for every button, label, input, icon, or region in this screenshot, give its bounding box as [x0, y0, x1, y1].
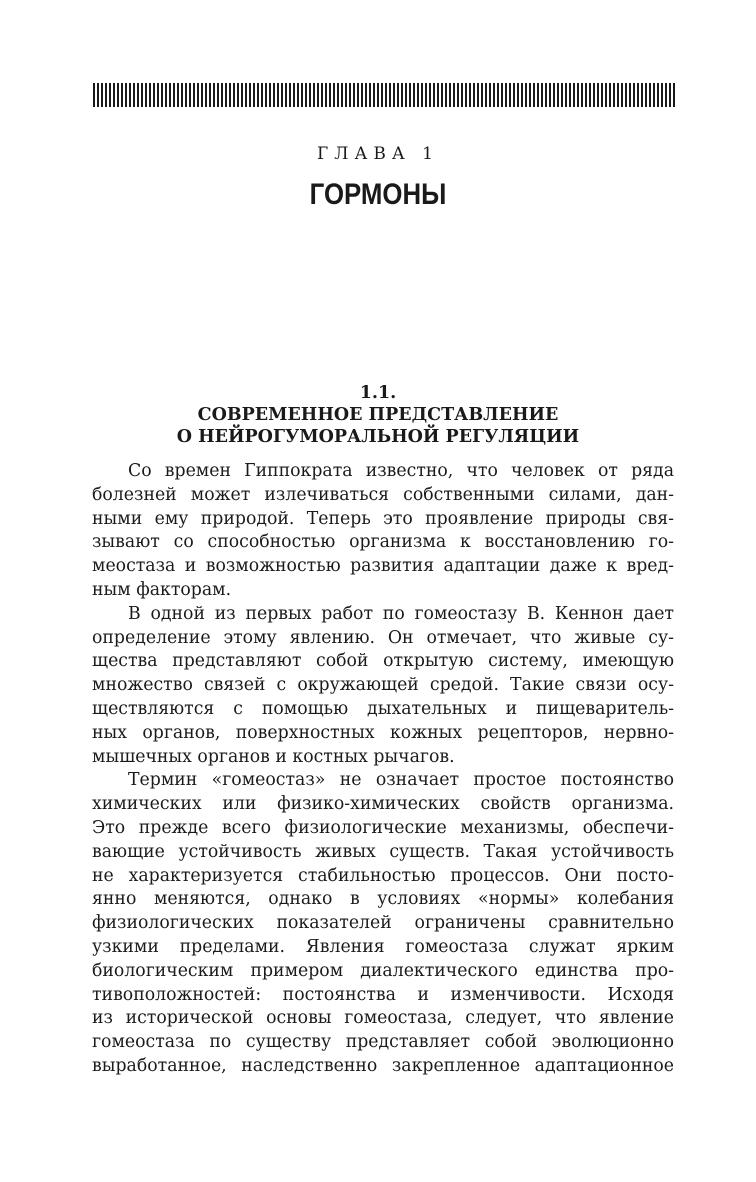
text-line: мышечных органов и костных рычагов.: [92, 746, 455, 767]
body-text: [92, 460, 674, 1079]
text-line: определение этому явлению. Он отмечает, что живые су-: [92, 627, 674, 648]
section-number: 1.1.: [359, 383, 397, 403]
text-line: множество связей с окружающей средой. Такие связи осу-: [92, 675, 674, 696]
text-line: из исторической основы гомеостаза, следует, что явление: [92, 1008, 674, 1029]
section-title-line-2: О НЕЙРОГУМОРАЛЬНОЙ РЕГУЛЯЦИИ: [176, 427, 580, 447]
chapter-label: ГЛАВА 1: [317, 144, 439, 164]
decorative-header-rule: [93, 83, 675, 107]
text-line: химических или физико-химических свойств организма.: [92, 794, 674, 815]
text-line: ных органов, поверхностных кожных рецепторов, нервно-: [92, 722, 674, 743]
text-line: биологическим примером диалектического единства про-: [92, 960, 674, 981]
chapter-title: ГОРМОНЫ: [309, 178, 447, 211]
text-line: Термин «гомеостаз» не означает простое постоянство: [128, 770, 674, 791]
text-line: янно меняются, однако в условиях «нормы» колебания: [92, 889, 674, 910]
section-heading: [0, 382, 756, 448]
text-line: узкими пределами. Явления гомеостаза служат ярким: [92, 936, 674, 957]
text-line: ными ему природой. Теперь это проявление природы свя-: [92, 508, 674, 529]
text-line: меостаза и возможностью развития адаптации даже к вред-: [92, 556, 674, 577]
text-line: зывают со способностью организма к восстановлению го-: [92, 532, 674, 553]
text-line: Это прежде всего физиологические механизмы, обеспечи-: [92, 817, 674, 838]
text-line: ным факторам.: [92, 579, 232, 600]
text-line: вающие устойчивость живых существ. Такая устойчивость: [92, 841, 674, 862]
section-title-line-1: СОВРЕМЕННОЕ ПРЕДСТАВЛЕНИЕ: [197, 405, 559, 425]
text-line: В одной из первых работ по гомеостазу В. Кеннон дает: [128, 603, 674, 624]
text-line: не характеризуется стабильностью процессов. Они посто-: [92, 865, 674, 886]
text-line: физиологических показателей ограничены сравнительно: [92, 913, 674, 934]
text-line: болезней может излечиваться собственными силами, дан-: [92, 484, 674, 505]
text-line: тивоположностей: постоянства и изменчивости. Исходя: [92, 984, 674, 1005]
text-line: Со времен Гиппократа известно, что человек от ряда: [128, 461, 674, 481]
text-line: гомеостаза по существу представляет собой эволюционно: [92, 1032, 674, 1053]
text-line: выработанное, наследственно закрепленное адаптационное: [92, 1055, 674, 1076]
text-line: щества представляют собой открытую систему, имеющую: [92, 651, 674, 672]
text-line: ществляются с помощью дыхательных и пищеваритель-: [92, 698, 674, 719]
